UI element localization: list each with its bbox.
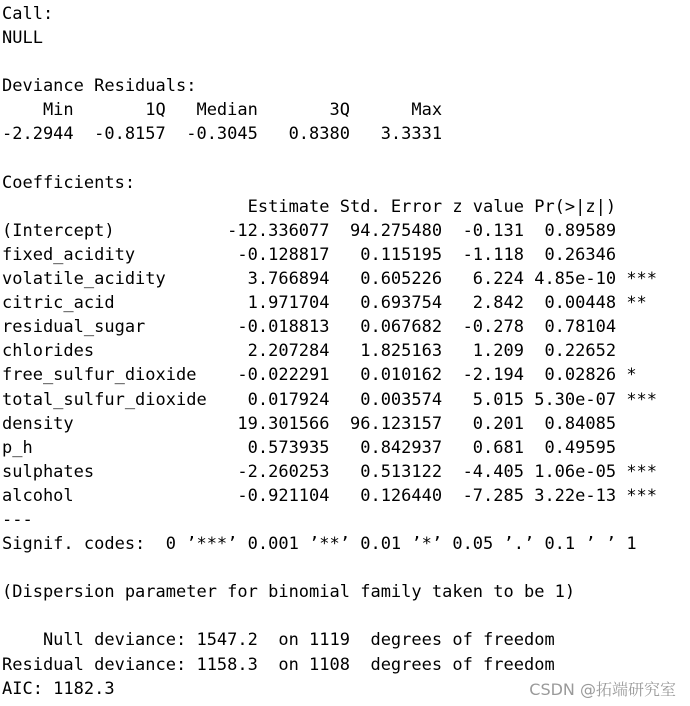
null-deviance: Null deviance: 1547.2 on 1119 degrees of freedom	[2, 630, 555, 651]
blank-line	[2, 556, 657, 580]
coef-row-free-sulfur-dioxide: free_sulfur_dioxide -0.022291 0.010162 -2.194 0.02826 *	[2, 365, 658, 386]
signif-codes: Signif. codes: 0 ’***’ 0.001 ’**’ 0.01 ’*’ 0.05 ’.’ 0.1 ’ ’ 1	[2, 534, 637, 555]
coef-row-alcohol: alcohol -0.921104 0.126440 -7.285 3.22e-13 ***	[2, 485, 658, 506]
coef-row-volatile-acidity: volatile_acidity 3.766894 0.605226 6.224 4.85e-10 ***	[2, 269, 658, 290]
blank-line	[2, 50, 657, 74]
blank-line	[2, 147, 657, 171]
deviance-residuals-title: Deviance Residuals:	[2, 76, 197, 97]
r-console-output	[2, 2, 657, 701]
deviance-residuals-header: Min 1Q Median 3Q Max	[2, 100, 463, 121]
aic-value: AIC: 1182.3	[2, 678, 115, 699]
deviance-residuals-values: -2.2944 -0.8157 -0.3045 0.8380 3.3331	[2, 124, 463, 145]
coef-row-fixed-acidity: fixed_acidity -0.128817 0.115195 -1.118 0.26346	[2, 244, 658, 265]
call-value: NULL	[2, 28, 43, 49]
coef-row-chlorides: chlorides 2.207284 1.825163 1.209 0.22652	[2, 341, 658, 362]
coefficients-header: Estimate Std. Error z value Pr(>|z|)	[2, 196, 658, 217]
coef-row-p-h: p_h 0.573935 0.842937 0.681 0.49595	[2, 437, 658, 458]
coefficients-title: Coefficients:	[2, 172, 136, 193]
coef-row-intercept: (Intercept) -12.336077 94.275480 -0.131 0.89589	[2, 220, 658, 241]
coef-row-total-sulfur-dioxide: total_sulfur_dioxide 0.017924 0.003574 5.015 5.30e-07 ***	[2, 389, 658, 410]
dispersion-note: (Dispersion parameter for binomial family taken to be 1)	[2, 582, 576, 603]
coef-row-sulphates: sulphates -2.260253 0.513122 -4.405 1.06e-05 ***	[2, 461, 658, 482]
separator-line: ---	[2, 509, 33, 530]
coef-row-residual-sugar: residual_sugar -0.018813 0.067682 -0.278 0.78104	[2, 317, 658, 338]
csdn-watermark: CSDN @拓端研究室	[529, 680, 676, 699]
blank-line	[2, 604, 657, 628]
coef-row-density: density 19.301566 96.123157 0.201 0.84085	[2, 413, 658, 434]
residual-deviance: Residual deviance: 1158.3 on 1108 degrees of freedom	[2, 654, 555, 675]
call-header: Call:	[2, 4, 54, 24]
coef-row-citric-acid: citric_acid 1.971704 0.693754 2.842 0.00448 **	[2, 293, 658, 314]
